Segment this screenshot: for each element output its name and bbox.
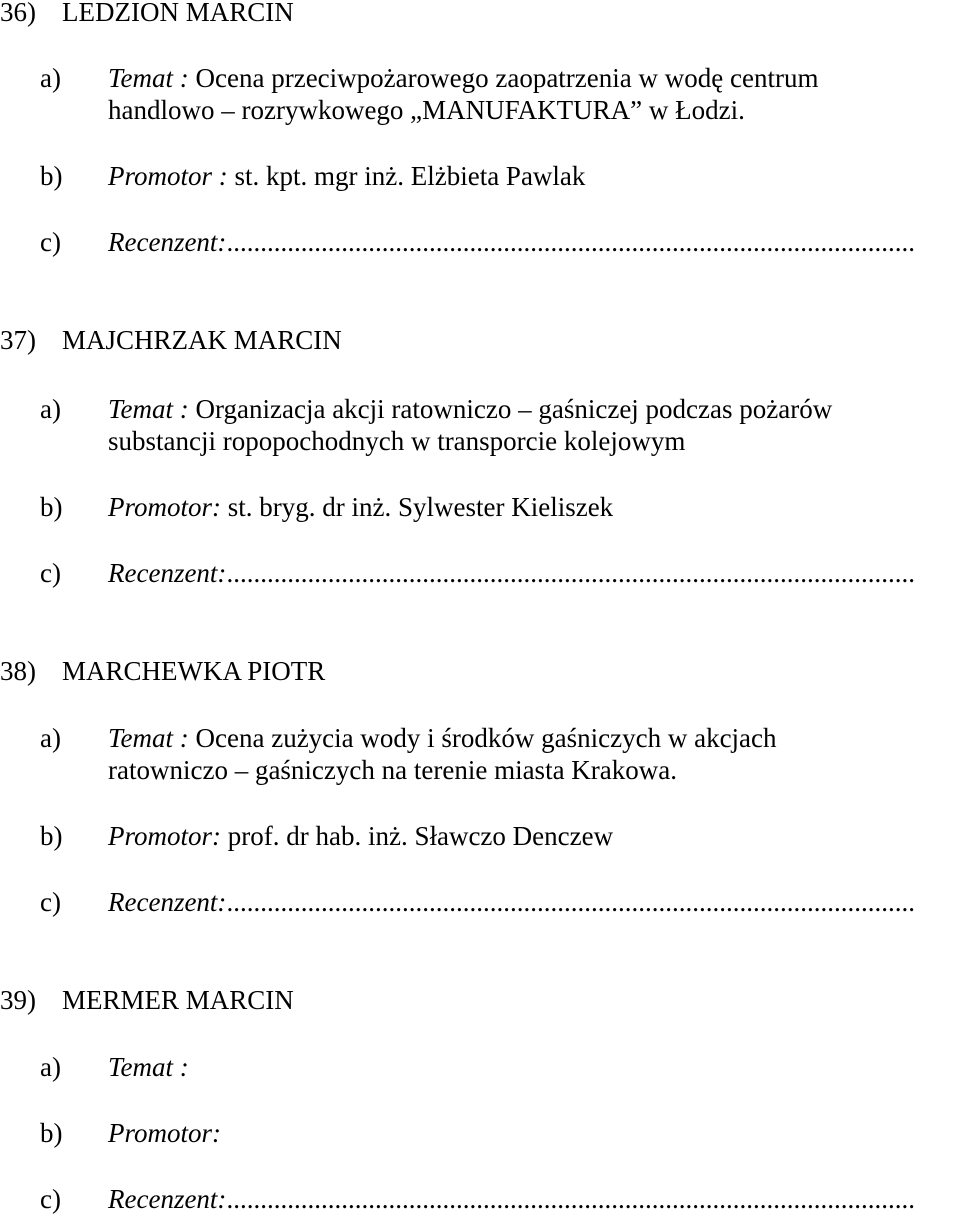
- topic-text-continued: substancji ropopochodnych w transporcie kolejowym: [108, 426, 686, 456]
- entry-number: 38): [0, 656, 36, 686]
- promoter-name: prof. dr hab. inż. Sławczo Denczew: [227, 821, 614, 851]
- reviewer-dots: ......................................................................................................: [226, 227, 915, 257]
- reviewer-dots: ......................................................................................................: [226, 887, 915, 917]
- reviewer-label: Recenzent:: [108, 887, 227, 917]
- item-letter: c): [40, 1184, 61, 1214]
- item-letter: a): [40, 723, 61, 753]
- entry-number: 39): [0, 985, 36, 1015]
- topic-label: Temat :: [108, 1052, 189, 1082]
- topic-text: Organizacja akcji ratowniczo – gaśniczej podczas pożarów: [195, 394, 833, 424]
- reviewer-label: Recenzent:: [108, 558, 227, 588]
- promoter-label: Promotor:: [108, 821, 221, 851]
- item-letter: c): [40, 227, 61, 257]
- item-letter: c): [40, 558, 61, 588]
- promoter-label: Promotor:: [108, 492, 221, 522]
- entry-number: 36): [0, 0, 36, 27]
- item-letter: c): [40, 887, 61, 917]
- promoter-name: st. bryg. dr inż. Sylwester Kieliszek: [227, 492, 614, 522]
- item-letter: b): [40, 821, 63, 851]
- entry-heading: [0, 324, 342, 356]
- item-letter: b): [40, 161, 63, 191]
- promoter-name: st. kpt. mgr inż. Elżbieta Pawlak: [234, 161, 586, 191]
- promoter-label: Promotor :: [108, 161, 228, 191]
- entry-heading: [0, 984, 294, 1016]
- topic-text: Ocena zużycia wody i środków gaśniczych w akcjach: [195, 723, 777, 753]
- item-letter: b): [40, 492, 63, 522]
- student-name: MERMER MARCIN: [62, 985, 294, 1015]
- student-name: MAJCHRZAK MARCIN: [62, 325, 342, 355]
- reviewer-label: Recenzent:: [108, 227, 227, 257]
- item-letter: b): [40, 1118, 63, 1148]
- entry-heading: [0, 0, 294, 28]
- student-name: LEDZION MARCIN: [62, 0, 294, 27]
- item-letter: a): [40, 63, 61, 93]
- promoter-label: Promotor:: [108, 1118, 221, 1148]
- entry-heading: [0, 655, 325, 687]
- topic-text: Ocena przeciwpożarowego zaopatrzenia w wodę centrum: [195, 63, 819, 93]
- topic-text-continued: ratowniczo – gaśniczych na terenie miasta Krakowa.: [108, 755, 678, 785]
- entry-number: 37): [0, 325, 36, 355]
- topic-label: Temat :: [108, 63, 189, 93]
- topic-label: Temat :: [108, 394, 189, 424]
- reviewer-dots: ......................................................................................................: [226, 558, 915, 588]
- topic-text-continued: handlowo – rozrywkowego „MANUFAKTURA” w Łodzi.: [108, 95, 745, 125]
- reviewer-label: Recenzent:: [108, 1184, 227, 1214]
- topic-label: Temat :: [108, 723, 189, 753]
- item-letter: a): [40, 1052, 61, 1082]
- item-letter: a): [40, 394, 61, 424]
- student-name: MARCHEWKA PIOTR: [62, 656, 326, 686]
- reviewer-dots: ......................................................................................................: [226, 1184, 915, 1214]
